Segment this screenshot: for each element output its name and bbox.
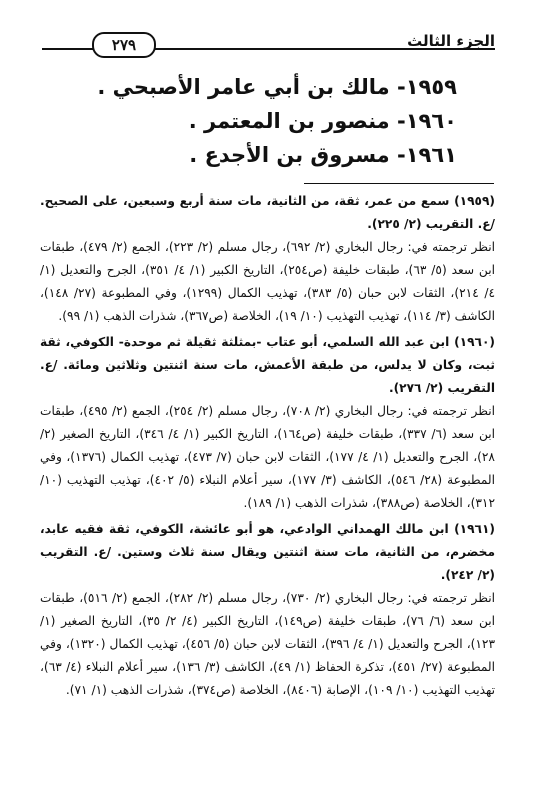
footnote-bio: (١٩٥٩) سمع من عمر، ثقة، من الثانية، مات سنة أربع وسبعين، على الصحيح. /ع. التقريب (٢/ ٢٢٥). bbox=[40, 194, 495, 231]
page-header bbox=[42, 30, 495, 56]
footnote-references: انظر ترجمته في: رجال البخاري (٢/ ٦٩٢)، رجال مسلم (٢/ ٢٢٣)، الجمع (٢/ ٤٧٩)، طبقات ابن سعد (٥/ ٦٣)، طبقات خليفة (ص٢٥٤)، التاريخ الكبير (١/ ٤/ ٣٥١)، الجرح والتعديل (١/ ٤/ ٢١٤)، الثقات لابن حبان (٥/ ٣٨٣)، تهذيب الكمال (١٢٩٩)، وفي المطبوعة (٢٧/ ١٤٨)، الكاشف (٣/ ١١٤)، تهذيب التهذيب (١٠/ ١٩)، الخلاصة (ص٣٦٧)، شذرات الذهب (١/ ٩٩). bbox=[40, 240, 495, 323]
footnote-1961 bbox=[40, 518, 495, 702]
footnote-1959 bbox=[40, 190, 495, 328]
footnotes bbox=[40, 190, 495, 800]
entry-1961: ١٩٦١- مسروق بن الأجدع . bbox=[189, 143, 457, 167]
footnote-references: انظر ترجمته في: رجال البخاري (٢/ ٧٠٨)، رجال مسلم (٢/ ٢٥٤)، الجمع (٢/ ٤٩٥)، طبقات ابن سعد (٦/ ٣٣٧)، طبقات خليفة (ص١٦٤)، التاريخ الكبير (١/ ٤/ ٣٤٦)، التاريخ الصغير (٢/ ٢٨)، الجرح والتعديل (١/ ٤/ ١٧٧)، الثقات لابن حبان (٧/ ٤٧٣)، تهذيب الكمال (١٣٧٦)، وفي المطبوعة (٢٨/ ٥٤٦)، الكاشف (٣/ ١٧٧)، سير أعلام النبلاء (٥/ ٤٠٢)، تهذيب التهذيب (١٠/ ٣١٢)، الخلاصة (ص٣٨٨)، شذرات الذهب (١/ ١٨٩). bbox=[40, 404, 495, 510]
footnote-divider bbox=[304, 183, 494, 184]
main-entries bbox=[57, 70, 457, 172]
volume-title: الجزء الثالث bbox=[407, 32, 495, 50]
entry-1960: ١٩٦٠- منصور بن المعتمر . bbox=[188, 109, 457, 133]
footnote-bio: (١٩٦٠) ابن عبد الله السلمي، أبو عتاب -بمثلثة ثقيلة ثم موحدة- الكوفي، ثقة ثبت، وكان لا يدلس، من طبقة الأعمش، مات سنة اثنتين وثلاثين ومائة. /ع. التقريب (٢/ ٢٧٦). bbox=[40, 335, 495, 395]
entry-1959: ١٩٥٩- مالك بن أبي عامر الأصبحي . bbox=[97, 75, 457, 99]
footnote-1960 bbox=[40, 331, 495, 515]
page-number: ٢٧٩ bbox=[92, 32, 156, 58]
footnote-references: انظر ترجمته في: رجال البخاري (٢/ ٧٣٠)، رجال مسلم (٢/ ٢٨٢)، الجمع (٢/ ٥١٦)، طبقات ابن سعد (٦/ ٧٦)، طبقات خليفة (ص١٤٩)، التاريخ الكبير (٤/ ٢/ ٣٥)، التاريخ الصغير (١/ ١٢٣)، الجرح والتعديل (١/ ٤/ ٣٩٦)، الثقات لابن حبان (٥/ ٤٥٦)، تهذيب الكمال (١٣٢٠)، وفي المطبوعة (٢٧/ ٤٥١)، تذكرة الحفاظ (١/ ٤٩)، الكاشف (٣/ ١٣٦)، سير أعلام النبلاء (٤/ ٦٣)، تهذيب التهذيب (١٠/ ١٠٩)، الإصابة (٨٤٠٦)، الخلاصة (ص٣٧٤)، شذرات الذهب (١/ ٧١). bbox=[40, 591, 495, 697]
footnote-bio: (١٩٦١) ابن مالك الهمداني الوادعي، هو أبو عائشة، الكوفي، ثقة فقيه عابد، مخضرم، من الثانية، مات سنة اثنتين ويقال سنة ثلاث وستين. /ع. التقريب (٢/ ٢٤٢). bbox=[40, 522, 495, 582]
